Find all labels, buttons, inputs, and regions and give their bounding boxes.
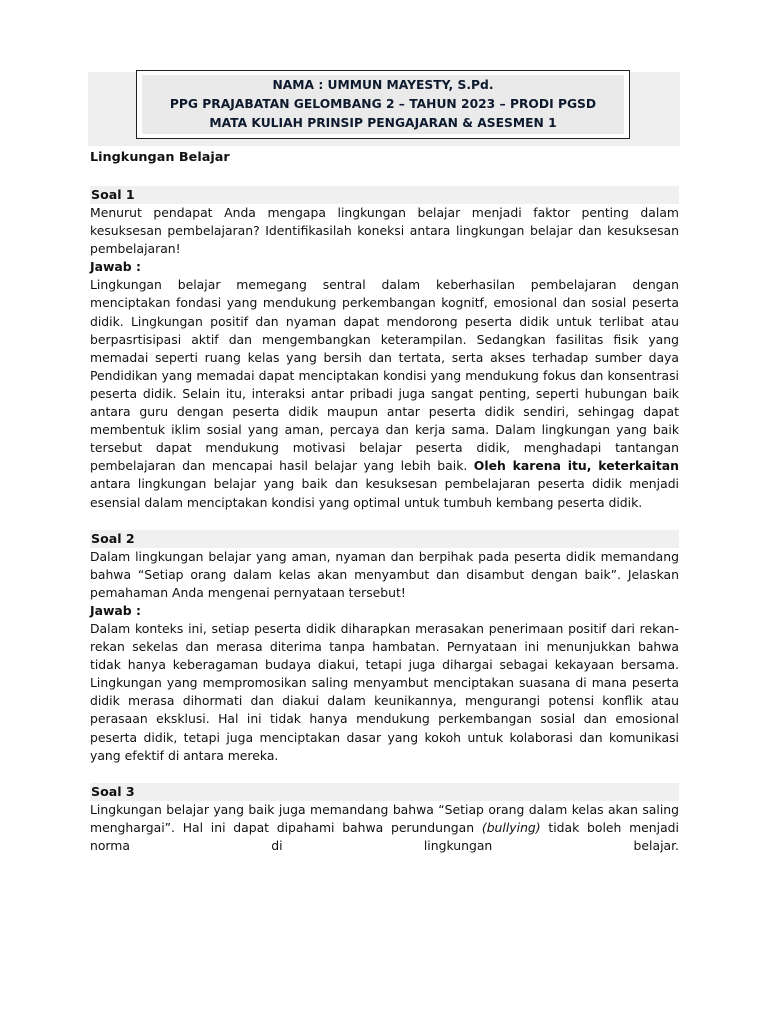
soal-2-label: Soal 2 — [90, 530, 679, 548]
soal-3-question-part1: Lingkungan belajar yang baik juga memandang bahwa “Setiap orang dalam kelas akan saling menghargai”. Hal ini dapat dipahami bahwa perundungan — [90, 801, 679, 835]
soal-3-question-part2: tidak boleh menjadi norma di lingkungan belajar. — [90, 819, 679, 853]
soal-1-question: Menurut pendapat Anda mengapa lingkungan belajar menjadi faktor penting dalam kesuksesan pembelajaran? Identifikasilah koneksi antara lingkungan belajar dan kesuksesan pembelajaran! — [90, 205, 679, 257]
soal-1-answer-part1: Lingkungan belajar memegang sentral dalam keberhasilan pembelajaran dengan menciptakan fondasi yang mendukung perkembangan kognitf, emosional dan sosial peserta didik. Lingkungan positif dan nyaman dapat mendorong peserta didik untuk terlibat atau berpasrtisipasi aktif dan mengembangkan keterampilan. Sedangkan fasilitas fisik yang memadai seperti ruang kelas yang bersih dan tertata, serta akses terhadap sumber daya Pendidikan yang memadai dapat menciptakan kondisi yang mendukung fokus dan konsentrasi peserta didik. Selain itu, interaksi antar pribadi juga sangat penting, seperti hubungan baik antara guru dengan peserta didik maupun antar peserta didik sendiri, sehingag dapat membentuk iklim sosial yang aman, percaya dan kerja sama. Dalam lingkungan yang baik tersebut dapat mendukung motivasi belajar peserta didik, menghadapi tantangan pembelajaran dan mencapai hasil belajar yang lebih baik. — [90, 277, 679, 474]
soal-1-answer — [90, 276, 679, 511]
section-title: Lingkungan Belajar — [90, 150, 230, 165]
soal-3-label: Soal 3 — [90, 783, 679, 801]
header-program: PPG PRAJABATAN GELOMBANG 2 – TAHUN 2023 – PRODI PGSD — [169, 97, 597, 111]
header-name: NAMA : UMMUN MAYESTY, S.Pd. — [272, 78, 494, 92]
soal-1-jawab-label: Jawab : — [90, 259, 141, 275]
soal-2-question: Dalam lingkungan belajar yang aman, nyaman dan berpihak pada peserta didik memandang bahwa “Setiap orang dalam kelas akan menyambut dan disambut dengan baik”. Jelaskan pemahaman Anda mengenai pernyataan tersebut! — [90, 548, 679, 600]
soal-1-answer-part2: antara lingkungan belajar yang baik dan kesuksesan pembelajaran peserta didik menjadi esensial dalam menciptakan kondisi yang optimal untuk tumbuh kembang peserta didik. — [90, 476, 679, 510]
soal-2-answer: Dalam konteks ini, setiap peserta didik diharapkan merasakan penerimaan positif dari rekan-rekan sekelas dan merasa diterima tanpa hambatan. Pernyataan ini menunjukkan bahwa tidak hanya keberagaman budaya diakui, tetapi juga dihargai sebagai kekayaan bersama. Lingkungan yang mempromosikan saling menyambut menciptakan suasana di mana peserta didik merasa dihormati dan diakui dalam keunikannya, mengurangi potensi konflik atau perasaan eksklusi. Hal ini tidak hanya mendukung perkembangan sosial dan emosional peserta didik, tetapi juga menciptakan dasar yang kokoh untuk kolaborasi dan komunikasi yang efektif di antara mereka. — [90, 620, 679, 763]
soal-1-answer-bold: Oleh karena itu, keterkaitan — [473, 458, 679, 474]
soal-2-jawab-label: Jawab : — [90, 602, 141, 618]
header-box — [136, 70, 630, 139]
header-inner — [142, 75, 624, 134]
soal-3-question-italic: (bullying) — [481, 819, 541, 835]
soal-3-question — [90, 801, 679, 855]
document-content — [90, 146, 679, 855]
header-course: MATA KULIAH PRINSIP PENGAJARAN & ASESMEN 1 — [209, 116, 557, 130]
soal-1-label: Soal 1 — [90, 186, 679, 204]
